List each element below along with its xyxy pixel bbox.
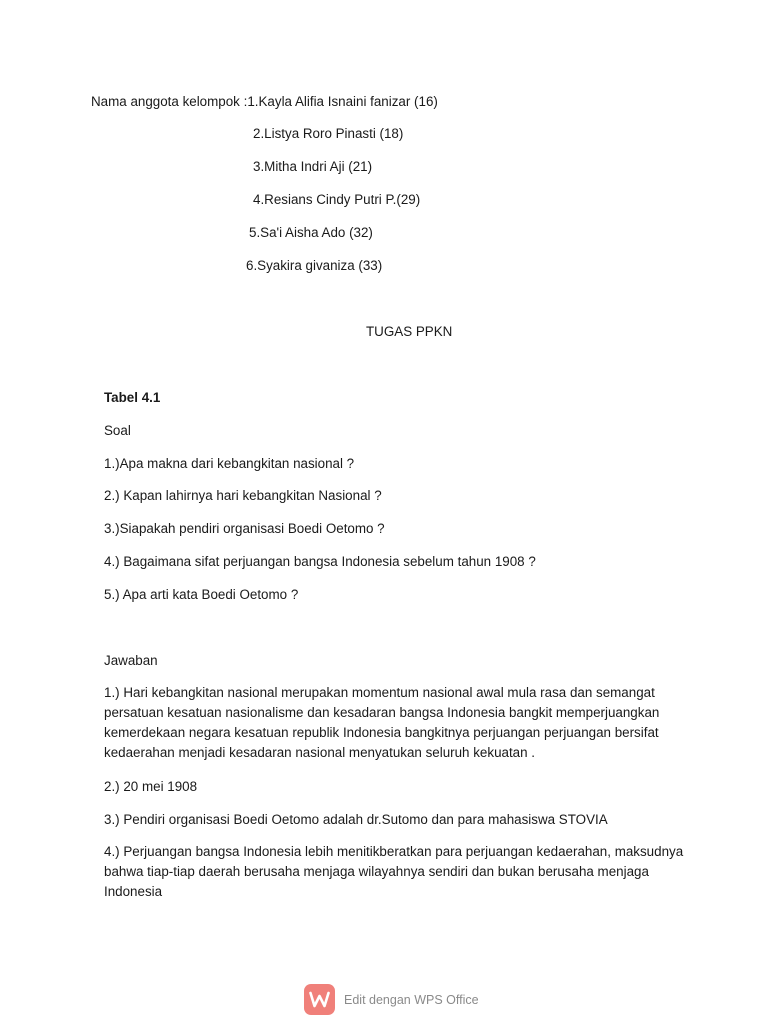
question-4: 4.) Bagaimana sifat perjuangan bangsa Indonesia sebelum tahun 1908 ?: [104, 554, 536, 569]
wps-w-icon: [309, 991, 330, 1008]
member-1: 1.Kayla Alifia Isnaini fanizar (16): [247, 94, 438, 109]
members-label: Nama anggota kelompok :: [91, 94, 248, 109]
member-6: 6.Syakira givaniza (33): [246, 258, 383, 273]
table-label: Tabel 4.1: [104, 390, 161, 405]
answer-4: 4.) Perjuangan bangsa Indonesia lebih menitikberatkan para perjuangan kedaerahan, maksudnya bahwa tiap-tiap daerah berusaha menjaga wilayahnya sendiri dan bukan berusaha menjaga Indonesia: [104, 844, 684, 899]
question-3: 3.)Siapakah pendiri organisasi Boedi Oetomo ?: [104, 521, 385, 536]
member-2: 2.Listya Roro Pinasti (18): [253, 126, 404, 141]
member-5: 5.Sa'i Aisha Ado (32): [249, 225, 373, 240]
wps-edit-link[interactable]: Edit dengan WPS Office: [344, 993, 479, 1007]
members-line-1: [91, 95, 438, 108]
member-4: 4.Resians Cindy Putri P.(29): [253, 192, 421, 207]
answer-1: 1.) Hari kebangkitan nasional merupakan momentum nasional awal mula rasa dan semangat persatuan kesatuan nasionalisme dan kesadaran bangsa Indonesia bangkit memperjuangkan kemerdekaan negara kesatuan republik Indonesia bangkitnya perjuangan perjuangan bersifat kedaerahan menjadi kesadaran nasional menyatukan seluruh kekuatan .: [104, 685, 660, 760]
page-title: TUGAS PPKN: [366, 324, 453, 339]
answer-2: 2.) 20 mei 1908: [104, 779, 198, 794]
question-1: 1.)Apa makna dari kebangkitan nasional ?: [104, 456, 355, 471]
member-3: 3.Mitha Indri Aji (21): [253, 159, 373, 174]
question-2: 2.) Kapan lahirnya hari kebangkitan Nasional ?: [104, 488, 382, 503]
answer-3: 3.) Pendiri organisasi Boedi Oetomo adalah dr.Sutomo dan para mahasiswa STOVIA: [104, 812, 608, 827]
wps-logo-icon[interactable]: [304, 984, 335, 1015]
questions-heading: Soal: [104, 423, 131, 438]
question-5: 5.) Apa arti kata Boedi Oetomo ?: [104, 587, 299, 602]
answers-heading: Jawaban: [104, 653, 158, 668]
